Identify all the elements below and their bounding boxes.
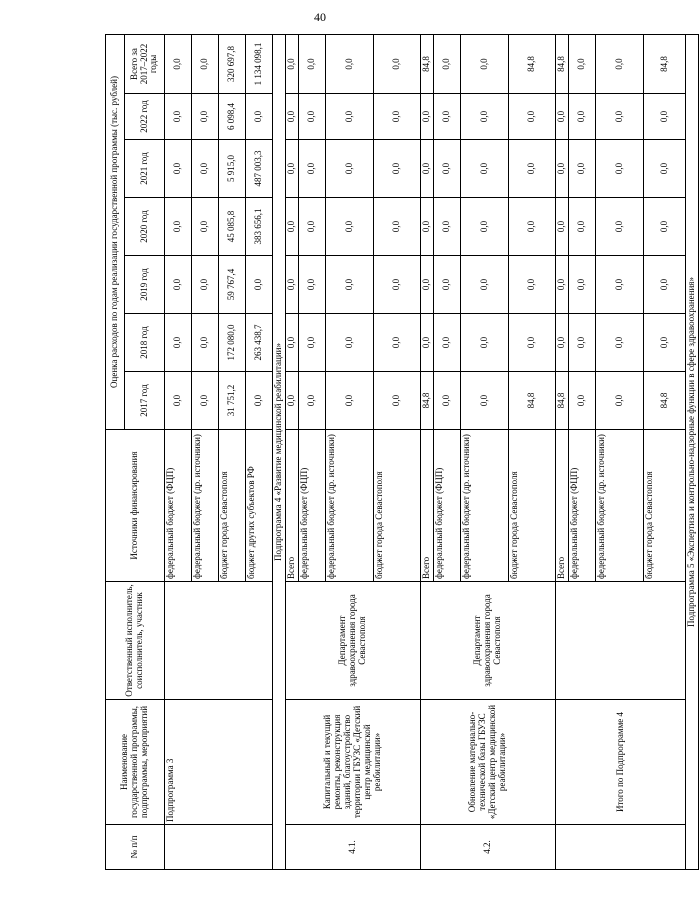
value-cell: 5 915,0 <box>219 140 246 198</box>
value-cell: 0,0 <box>596 314 644 372</box>
value-cell: 0,0 <box>556 198 569 256</box>
value-cell: 0,0 <box>421 198 434 256</box>
source-cell: федеральный бюджет (ФЦП) <box>569 430 596 582</box>
value-cell: 0,0 <box>374 314 421 372</box>
section-title-row <box>686 35 699 870</box>
value-cell: 0,0 <box>461 140 509 198</box>
item-42-name: Обновление материально-технической базы ГБУЗС «Детский центр медицинской реабилитации» <box>421 700 556 825</box>
value-cell: 0,0 <box>596 35 644 94</box>
value-cell: 0,0 <box>461 372 509 430</box>
value-cell: 0,0 <box>286 372 299 430</box>
source-cell: федеральный бюджет (др. источники) <box>461 430 509 582</box>
table-row <box>556 35 569 870</box>
value-cell: 0,0 <box>286 314 299 372</box>
value-cell: 0,0 <box>192 314 219 372</box>
source-cell: бюджет города Севастополя <box>509 430 556 582</box>
value-cell: 0,0 <box>596 256 644 314</box>
value-cell: 0,0 <box>461 198 509 256</box>
value-cell: 0,0 <box>461 314 509 372</box>
value-cell: 0,0 <box>374 372 421 430</box>
value-cell: 0,0 <box>326 256 374 314</box>
header-total-years: Всего за 2017–2022 годы <box>125 35 165 94</box>
value-cell: 0,0 <box>434 372 461 430</box>
item-41-num: 4.1. <box>286 825 421 870</box>
value-cell: 0,0 <box>374 94 421 140</box>
value-cell: 0,0 <box>421 314 434 372</box>
value-cell: 0,0 <box>569 198 596 256</box>
source-cell: федеральный бюджет (др. источники) <box>192 430 219 582</box>
value-cell: 0,0 <box>246 94 273 140</box>
item-42-num: 4.2. <box>421 825 556 870</box>
table-row <box>421 35 434 870</box>
rotated-table-container <box>105 35 696 870</box>
subprog5-title: Подпрограмма 5 «Экспертиза и контрольно-надзорные функции в сфере здравоохранения» <box>686 35 699 870</box>
value-cell: 0,0 <box>374 140 421 198</box>
value-cell: 0,0 <box>286 140 299 198</box>
value-cell: 0,0 <box>299 372 326 430</box>
source-cell: федеральный бюджет (др. источники) <box>326 430 374 582</box>
value-cell: 0,0 <box>569 314 596 372</box>
header-year: 2019 год <box>125 256 165 314</box>
value-cell: 0,0 <box>326 198 374 256</box>
source-cell: федеральный бюджет (ФЦП) <box>434 430 461 582</box>
value-cell: 0,0 <box>434 35 461 94</box>
source-cell: бюджет города Севастополя <box>219 430 246 582</box>
value-cell: 0,0 <box>569 35 596 94</box>
value-cell: 0,0 <box>509 94 556 140</box>
cell-num <box>556 825 686 870</box>
value-cell: 0,0 <box>299 94 326 140</box>
value-cell: 0,0 <box>509 140 556 198</box>
value-cell: 0,0 <box>326 35 374 94</box>
value-cell: 0,0 <box>165 256 192 314</box>
value-cell: 0,0 <box>556 256 569 314</box>
value-cell: 0,0 <box>461 35 509 94</box>
value-cell: 31 751,2 <box>219 372 246 430</box>
value-cell: 45 085,8 <box>219 198 246 256</box>
value-cell: 263 438,7 <box>246 314 273 372</box>
value-cell: 0,0 <box>461 256 509 314</box>
value-cell: 0,0 <box>421 256 434 314</box>
item-41-name: Капитальный и текущий ремонты, реконструкция зданий, благоустройство территории ГБУЗС «Детский центр медицинской реабилитации» <box>286 700 421 825</box>
value-cell: 0,0 <box>556 140 569 198</box>
value-cell: 84,8 <box>421 35 434 94</box>
value-cell: 0,0 <box>165 35 192 94</box>
header-estimate: Оценка расходов по годам реализации государственной программы (тыс. рублей) <box>106 35 125 430</box>
value-cell: 0,0 <box>509 256 556 314</box>
value-cell: 0,0 <box>326 140 374 198</box>
value-cell: 0,0 <box>644 198 686 256</box>
value-cell: 0,0 <box>299 140 326 198</box>
value-cell: 0,0 <box>434 94 461 140</box>
value-cell: 320 697,8 <box>219 35 246 94</box>
value-cell: 383 656,1 <box>246 198 273 256</box>
source-cell: Всего <box>556 430 569 582</box>
total4-responsible <box>556 582 686 700</box>
item-42-responsible: Департамент здравоохранения города Севастополя <box>421 582 556 700</box>
value-cell: 0,0 <box>286 256 299 314</box>
value-cell: 84,8 <box>509 35 556 94</box>
header-name: Наименование государственной программы, подпрограммы, мероприятий <box>106 700 165 825</box>
value-cell: 0,0 <box>246 256 273 314</box>
value-cell: 487 003,3 <box>246 140 273 198</box>
value-cell: 0,0 <box>509 314 556 372</box>
value-cell: 0,0 <box>374 198 421 256</box>
value-cell: 0,0 <box>326 314 374 372</box>
value-cell: 59 767,4 <box>219 256 246 314</box>
value-cell: 0,0 <box>286 35 299 94</box>
subprog3-name: Подпрограмма 3 <box>165 700 273 825</box>
value-cell: 0,0 <box>644 256 686 314</box>
source-cell: Всего <box>421 430 434 582</box>
subprog3-responsible <box>165 582 273 700</box>
value-cell: 1 134 098,1 <box>246 35 273 94</box>
header-num: № п/п <box>106 825 165 870</box>
source-cell: федеральный бюджет (др. источники) <box>596 430 644 582</box>
value-cell: 0,0 <box>299 198 326 256</box>
value-cell: 84,8 <box>421 372 434 430</box>
value-cell: 0,0 <box>556 94 569 140</box>
table-row <box>165 35 192 870</box>
value-cell: 0,0 <box>192 35 219 94</box>
value-cell: 0,0 <box>569 372 596 430</box>
item-41-responsible: Департамент здравоохранения города Севастополя <box>286 582 421 700</box>
value-cell: 0,0 <box>192 94 219 140</box>
value-cell: 0,0 <box>192 256 219 314</box>
value-cell: 0,0 <box>326 94 374 140</box>
value-cell: 0,0 <box>299 314 326 372</box>
cell-num <box>165 825 273 870</box>
value-cell: 0,0 <box>299 256 326 314</box>
value-cell: 0,0 <box>192 140 219 198</box>
value-cell: 0,0 <box>644 140 686 198</box>
source-cell: федеральный бюджет (ФЦП) <box>299 430 326 582</box>
header-sources: Источники финансирования <box>106 430 165 582</box>
header-year: 2022 год <box>125 94 165 140</box>
value-cell: 0,0 <box>461 94 509 140</box>
value-cell: 0,0 <box>569 94 596 140</box>
value-cell: 0,0 <box>374 35 421 94</box>
value-cell: 0,0 <box>165 314 192 372</box>
value-cell: 0,0 <box>434 256 461 314</box>
value-cell: 0,0 <box>286 198 299 256</box>
value-cell: 0,0 <box>569 256 596 314</box>
value-cell: 0,0 <box>326 372 374 430</box>
source-cell: бюджет других субъектов РФ <box>246 430 273 582</box>
header-responsible: Ответственный исполнитель, соисполнитель, участник <box>106 582 165 700</box>
value-cell: 0,0 <box>596 140 644 198</box>
value-cell: 0,0 <box>434 198 461 256</box>
value-cell: 0,0 <box>644 314 686 372</box>
value-cell: 0,0 <box>434 140 461 198</box>
value-cell: 6 098,4 <box>219 94 246 140</box>
value-cell: 0,0 <box>596 198 644 256</box>
value-cell: 0,0 <box>165 94 192 140</box>
value-cell: 0,0 <box>299 35 326 94</box>
value-cell: 0,0 <box>165 140 192 198</box>
value-cell: 0,0 <box>192 198 219 256</box>
value-cell: 0,0 <box>596 94 644 140</box>
value-cell: 0,0 <box>165 372 192 430</box>
value-cell: 0,0 <box>165 198 192 256</box>
table-row <box>286 35 299 870</box>
subprog4-title: Подпрограмма 4 «Развитие медицинской реабилитации» <box>273 35 286 870</box>
value-cell: 84,8 <box>509 372 556 430</box>
source-cell: бюджет города Севастополя <box>374 430 421 582</box>
value-cell: 0,0 <box>374 256 421 314</box>
value-cell: 0,0 <box>644 94 686 140</box>
value-cell: 0,0 <box>421 140 434 198</box>
value-cell: 84,8 <box>556 35 569 94</box>
header-year: 2021 год <box>125 140 165 198</box>
header-year: 2020 год <box>125 198 165 256</box>
value-cell: 0,0 <box>286 94 299 140</box>
source-cell: федеральный бюджет (ФЦП) <box>165 430 192 582</box>
value-cell: 172 080,0 <box>219 314 246 372</box>
value-cell: 84,8 <box>644 372 686 430</box>
value-cell: 84,8 <box>556 372 569 430</box>
value-cell: 0,0 <box>509 198 556 256</box>
header-year: 2017 год <box>125 372 165 430</box>
value-cell: 0,0 <box>569 140 596 198</box>
source-cell: Всего <box>286 430 299 582</box>
section-title-row <box>273 35 286 870</box>
budget-table <box>105 34 699 870</box>
source-cell: бюджет города Севастополя <box>644 430 686 582</box>
value-cell: 0,0 <box>434 314 461 372</box>
value-cell: 0,0 <box>421 94 434 140</box>
header-row-1 <box>106 35 125 870</box>
header-year: 2018 год <box>125 314 165 372</box>
page-number: 40 <box>314 10 326 24</box>
value-cell: 0,0 <box>192 372 219 430</box>
value-cell: 0,0 <box>556 314 569 372</box>
value-cell: 0,0 <box>596 372 644 430</box>
value-cell: 84,8 <box>644 35 686 94</box>
total4-name: Итого по Подпрограмме 4 <box>556 700 686 825</box>
value-cell: 0,0 <box>246 372 273 430</box>
